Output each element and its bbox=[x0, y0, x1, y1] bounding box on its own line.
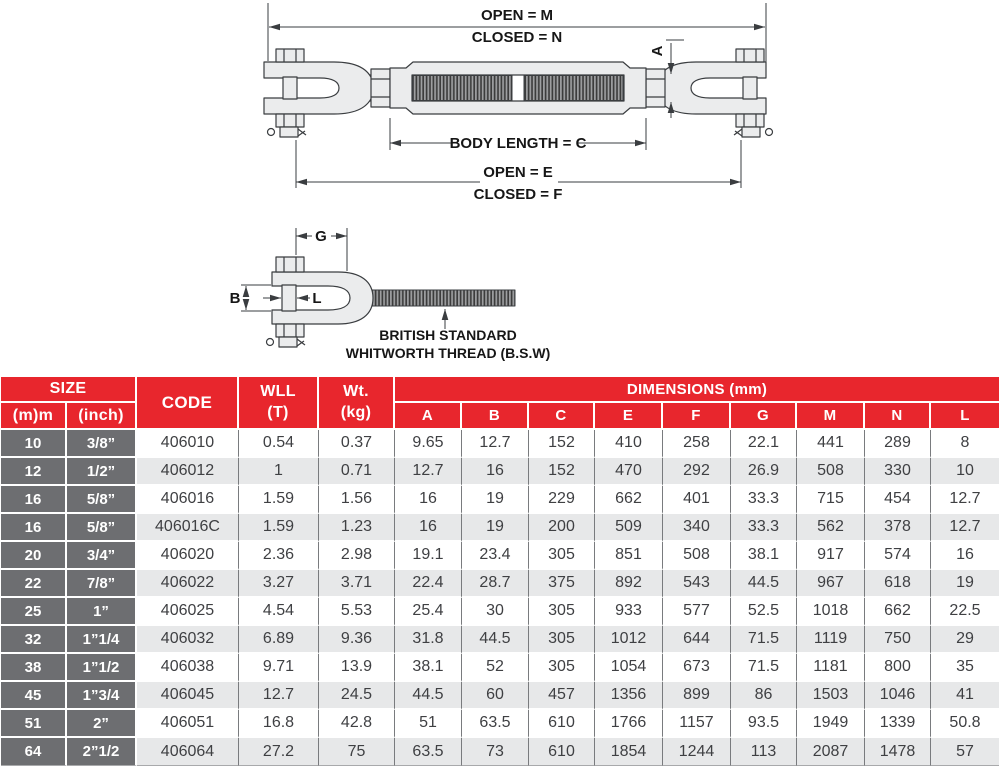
cell-dim: 8 bbox=[931, 430, 999, 458]
table-row bbox=[1, 738, 999, 766]
cell-wll: 1.59 bbox=[239, 486, 319, 514]
cell-wll: 16.8 bbox=[239, 710, 319, 738]
cell-size-mm: 20 bbox=[1, 542, 67, 570]
cell-dim: 1054 bbox=[595, 654, 663, 682]
cell-dim: 33.3 bbox=[731, 514, 797, 542]
cell-dim: 16 bbox=[395, 486, 462, 514]
cell-dim: 44.5 bbox=[462, 626, 529, 654]
cell-wll: 3.27 bbox=[239, 570, 319, 598]
cell-dim: 12.7 bbox=[931, 486, 999, 514]
cell-dim: 93.5 bbox=[731, 710, 797, 738]
cell-dim: 16 bbox=[931, 542, 999, 570]
dim-col-header: C bbox=[529, 403, 595, 430]
header-size: SIZE bbox=[1, 377, 137, 403]
right-pin-nut bbox=[736, 114, 764, 127]
cell-dim: 1854 bbox=[595, 738, 663, 766]
cell-dim: 19.1 bbox=[395, 542, 462, 570]
table-row bbox=[1, 710, 999, 738]
cell-dim: 644 bbox=[663, 626, 731, 654]
cell-dim: 86 bbox=[731, 682, 797, 710]
cell-code: 406020 bbox=[137, 542, 239, 570]
thread-note-line1: BRITISH STANDARD bbox=[379, 327, 517, 343]
cell-dim: 12.7 bbox=[395, 458, 462, 486]
cell-size-mm: 64 bbox=[1, 738, 67, 766]
cell-dim: 22.5 bbox=[931, 598, 999, 626]
cell-size-inch: 5/8” bbox=[67, 514, 137, 542]
right-lock-nut bbox=[646, 69, 665, 107]
cell-dim: 23.4 bbox=[462, 542, 529, 570]
left-pin-nut bbox=[276, 114, 304, 127]
cell-dim: 1119 bbox=[797, 626, 865, 654]
cell-wll: 6.89 bbox=[239, 626, 319, 654]
cell-dim: 229 bbox=[529, 486, 595, 514]
cell-wll: 2.36 bbox=[239, 542, 319, 570]
cell-dim: 562 bbox=[797, 514, 865, 542]
detail-pin-head bbox=[276, 257, 304, 272]
left-threaded-rod bbox=[413, 76, 512, 101]
label-open-m: OPEN = M bbox=[480, 7, 554, 24]
cell-dim: 401 bbox=[663, 486, 731, 514]
cell-dim: 305 bbox=[529, 542, 595, 570]
cell-wt: 2.98 bbox=[319, 542, 395, 570]
label-body-length-c: BODY LENGTH = C bbox=[449, 135, 587, 152]
detail-pin-shaft bbox=[282, 285, 296, 311]
table-row bbox=[1, 542, 999, 570]
cell-dim: 1181 bbox=[797, 654, 865, 682]
cell-dim: 38.1 bbox=[395, 654, 462, 682]
dim-col-header: F bbox=[663, 403, 731, 430]
cell-wll: 0.54 bbox=[239, 430, 319, 458]
cell-dim: 410 bbox=[595, 430, 663, 458]
cell-dim: 22.1 bbox=[731, 430, 797, 458]
cell-size-inch: 3/4” bbox=[67, 542, 137, 570]
cell-dim: 1478 bbox=[865, 738, 931, 766]
header-wt-line2: (kg) bbox=[340, 403, 372, 421]
cell-dim: 16 bbox=[395, 514, 462, 542]
cell-dim: 292 bbox=[663, 458, 731, 486]
cell-dim: 16 bbox=[462, 458, 529, 486]
cell-dim: 41 bbox=[931, 682, 999, 710]
cell-size-mm: 32 bbox=[1, 626, 67, 654]
cell-dim: 610 bbox=[529, 710, 595, 738]
cell-dim: 30 bbox=[462, 598, 529, 626]
cell-dim: 200 bbox=[529, 514, 595, 542]
thread-note-line2: WHITWORTH THREAD (B.S.W) bbox=[345, 345, 551, 361]
dim-col-header: G bbox=[731, 403, 797, 430]
cell-dim: 9.65 bbox=[395, 430, 462, 458]
header-wll-line1: WLL bbox=[260, 382, 296, 400]
spec-table bbox=[1, 377, 999, 766]
spec-table-body bbox=[1, 430, 999, 766]
table-row bbox=[1, 682, 999, 710]
cell-dim: 305 bbox=[529, 598, 595, 626]
cell-code: 406038 bbox=[137, 654, 239, 682]
cell-dim: 1012 bbox=[595, 626, 663, 654]
cell-size-inch: 3/8” bbox=[67, 430, 137, 458]
cell-wt: 1.56 bbox=[319, 486, 395, 514]
cell-wll: 1 bbox=[239, 458, 319, 486]
cell-dim: 57 bbox=[931, 738, 999, 766]
cell-size-mm: 38 bbox=[1, 654, 67, 682]
table-row bbox=[1, 626, 999, 654]
cell-code: 406045 bbox=[137, 682, 239, 710]
cell-dim: 1339 bbox=[865, 710, 931, 738]
cell-code: 406012 bbox=[137, 458, 239, 486]
table-row bbox=[1, 486, 999, 514]
cell-size-inch: 1” bbox=[67, 598, 137, 626]
cell-dim: 31.8 bbox=[395, 626, 462, 654]
header-wll bbox=[239, 377, 319, 430]
cell-dim: 508 bbox=[663, 542, 731, 570]
cell-size-inch: 7/8” bbox=[67, 570, 137, 598]
cell-dim: 509 bbox=[595, 514, 663, 542]
cell-dim: 63.5 bbox=[395, 738, 462, 766]
table-row bbox=[1, 654, 999, 682]
cell-dim: 378 bbox=[865, 514, 931, 542]
cell-size-inch: 2”1/2 bbox=[67, 738, 137, 766]
cell-wt: 0.37 bbox=[319, 430, 395, 458]
cell-dim: 715 bbox=[797, 486, 865, 514]
cell-code: 406051 bbox=[137, 710, 239, 738]
cell-wt: 5.53 bbox=[319, 598, 395, 626]
cell-dim: 29 bbox=[931, 626, 999, 654]
cell-wll: 4.54 bbox=[239, 598, 319, 626]
cell-dim: 577 bbox=[663, 598, 731, 626]
cell-size-mm: 10 bbox=[1, 430, 67, 458]
cell-dim: 33.3 bbox=[731, 486, 797, 514]
detail-cotter-pin bbox=[267, 337, 306, 347]
cell-dim: 508 bbox=[797, 458, 865, 486]
label-closed-n: CLOSED = N bbox=[471, 29, 563, 46]
cell-dim: 258 bbox=[663, 430, 731, 458]
dim-col-header: N bbox=[865, 403, 931, 430]
cell-dim: 51 bbox=[395, 710, 462, 738]
right-cotter-pin bbox=[734, 127, 773, 137]
cell-dim: 1157 bbox=[663, 710, 731, 738]
label-dim-g: G bbox=[315, 228, 327, 245]
cell-dim: 851 bbox=[595, 542, 663, 570]
cell-dim: 454 bbox=[865, 486, 931, 514]
cell-dim: 892 bbox=[595, 570, 663, 598]
cell-dim: 305 bbox=[529, 654, 595, 682]
cell-dim: 305 bbox=[529, 626, 595, 654]
cell-dim: 22.4 bbox=[395, 570, 462, 598]
dim-col-header: L bbox=[931, 403, 999, 430]
cell-dim: 38.1 bbox=[731, 542, 797, 570]
cell-size-mm: 16 bbox=[1, 486, 67, 514]
cell-dim: 26.9 bbox=[731, 458, 797, 486]
cell-dim: 574 bbox=[865, 542, 931, 570]
cell-dim: 50.8 bbox=[931, 710, 999, 738]
left-cotter-pin bbox=[268, 127, 307, 137]
spec-table-header bbox=[1, 377, 999, 430]
turnbuckle-diagram bbox=[264, 49, 773, 137]
cell-dim: 1766 bbox=[595, 710, 663, 738]
left-pin-head bbox=[276, 49, 304, 62]
cell-dim: 662 bbox=[595, 486, 663, 514]
cell-dim: 19 bbox=[462, 486, 529, 514]
cell-dim: 899 bbox=[663, 682, 731, 710]
dim-col-header: A bbox=[395, 403, 462, 430]
header-code: CODE bbox=[137, 377, 239, 430]
left-lock-nut bbox=[371, 69, 390, 107]
table-row bbox=[1, 458, 999, 486]
detail-threaded-rod bbox=[366, 290, 515, 306]
cell-dim: 2087 bbox=[797, 738, 865, 766]
cell-size-mm: 25 bbox=[1, 598, 67, 626]
cell-dim: 1503 bbox=[797, 682, 865, 710]
cell-dim: 12.7 bbox=[462, 430, 529, 458]
table-row bbox=[1, 514, 999, 542]
cell-dim: 152 bbox=[529, 430, 595, 458]
cell-wt: 24.5 bbox=[319, 682, 395, 710]
cell-dim: 44.5 bbox=[731, 570, 797, 598]
header-wt bbox=[319, 377, 395, 430]
cell-wll: 1.59 bbox=[239, 514, 319, 542]
cell-dim: 457 bbox=[529, 682, 595, 710]
technical-diagrams bbox=[0, 0, 1000, 374]
cell-wt: 13.9 bbox=[319, 654, 395, 682]
cell-dim: 618 bbox=[865, 570, 931, 598]
header-size-mm: (m)m bbox=[1, 403, 67, 430]
cell-dim: 1244 bbox=[663, 738, 731, 766]
header-size-inch: (inch) bbox=[67, 403, 137, 430]
label-dim-a: A bbox=[649, 45, 666, 57]
cell-dim: 52.5 bbox=[731, 598, 797, 626]
cell-size-inch: 1/2” bbox=[67, 458, 137, 486]
cell-dim: 750 bbox=[865, 626, 931, 654]
cell-code: 406016C bbox=[137, 514, 239, 542]
cell-code: 406064 bbox=[137, 738, 239, 766]
cell-wll: 27.2 bbox=[239, 738, 319, 766]
cell-dim: 71.5 bbox=[731, 626, 797, 654]
cell-dim: 933 bbox=[595, 598, 663, 626]
cell-dim: 967 bbox=[797, 570, 865, 598]
cell-dim: 52 bbox=[462, 654, 529, 682]
cell-dim: 152 bbox=[529, 458, 595, 486]
left-pin-shaft bbox=[283, 77, 297, 99]
dim-col-header: E bbox=[595, 403, 663, 430]
detail-pin-nut bbox=[276, 324, 304, 337]
cell-dim: 12.7 bbox=[931, 514, 999, 542]
cell-dim: 340 bbox=[663, 514, 731, 542]
header-wll-line2: (T) bbox=[267, 403, 289, 421]
cell-dim: 662 bbox=[865, 598, 931, 626]
cell-dim: 441 bbox=[797, 430, 865, 458]
cell-dim: 10 bbox=[931, 458, 999, 486]
header-dimensions: DIMENSIONS (mm) bbox=[395, 377, 999, 403]
cell-dim: 1949 bbox=[797, 710, 865, 738]
cell-size-mm: 22 bbox=[1, 570, 67, 598]
right-pin-shaft bbox=[743, 77, 757, 99]
cell-wt: 0.71 bbox=[319, 458, 395, 486]
cell-dim: 610 bbox=[529, 738, 595, 766]
cell-code: 406032 bbox=[137, 626, 239, 654]
cell-dim: 330 bbox=[865, 458, 931, 486]
cell-wt: 9.36 bbox=[319, 626, 395, 654]
cell-dim: 63.5 bbox=[462, 710, 529, 738]
cell-dim: 71.5 bbox=[731, 654, 797, 682]
cell-dim: 113 bbox=[731, 738, 797, 766]
cell-dim: 35 bbox=[931, 654, 999, 682]
cell-wt: 1.23 bbox=[319, 514, 395, 542]
right-pin-head bbox=[736, 49, 764, 62]
cell-dim: 60 bbox=[462, 682, 529, 710]
cell-dim: 375 bbox=[529, 570, 595, 598]
cell-dim: 470 bbox=[595, 458, 663, 486]
cell-dim: 19 bbox=[462, 514, 529, 542]
cell-dim: 1018 bbox=[797, 598, 865, 626]
cell-size-mm: 45 bbox=[1, 682, 67, 710]
left-jaw bbox=[264, 62, 373, 114]
cell-code: 406016 bbox=[137, 486, 239, 514]
label-closed-f: CLOSED = F bbox=[473, 186, 563, 203]
cell-dim: 28.7 bbox=[462, 570, 529, 598]
cell-wll: 12.7 bbox=[239, 682, 319, 710]
cell-dim: 25.4 bbox=[395, 598, 462, 626]
dim-col-header: B bbox=[462, 403, 529, 430]
cell-dim: 543 bbox=[663, 570, 731, 598]
cell-code: 406010 bbox=[137, 430, 239, 458]
cell-size-mm: 12 bbox=[1, 458, 67, 486]
cell-size-inch: 2” bbox=[67, 710, 137, 738]
cell-dim: 917 bbox=[797, 542, 865, 570]
cell-dim: 44.5 bbox=[395, 682, 462, 710]
cell-size-inch: 1”1/2 bbox=[67, 654, 137, 682]
table-row bbox=[1, 570, 999, 598]
header-wt-line1: Wt. bbox=[343, 382, 369, 400]
cell-code: 406022 bbox=[137, 570, 239, 598]
table-row bbox=[1, 430, 999, 458]
label-dim-l: L bbox=[312, 290, 322, 307]
cell-dim: 19 bbox=[931, 570, 999, 598]
cell-wt: 75 bbox=[319, 738, 395, 766]
cell-size-inch: 5/8” bbox=[67, 486, 137, 514]
cell-size-inch: 1”1/4 bbox=[67, 626, 137, 654]
cell-code: 406025 bbox=[137, 598, 239, 626]
cell-size-mm: 16 bbox=[1, 514, 67, 542]
cell-size-mm: 51 bbox=[1, 710, 67, 738]
cell-dim: 1046 bbox=[865, 682, 931, 710]
cell-wt: 3.71 bbox=[319, 570, 395, 598]
label-dim-b: B bbox=[229, 290, 241, 307]
dim-col-header: M bbox=[797, 403, 865, 430]
cell-dim: 73 bbox=[462, 738, 529, 766]
cell-size-inch: 1”3/4 bbox=[67, 682, 137, 710]
cell-dim: 673 bbox=[663, 654, 731, 682]
cell-dim: 800 bbox=[865, 654, 931, 682]
cell-dim: 289 bbox=[865, 430, 931, 458]
cell-wt: 42.8 bbox=[319, 710, 395, 738]
label-open-e: OPEN = E bbox=[483, 164, 553, 181]
cell-wll: 9.71 bbox=[239, 654, 319, 682]
table-row bbox=[1, 598, 999, 626]
cell-dim: 1356 bbox=[595, 682, 663, 710]
right-threaded-rod bbox=[524, 76, 623, 101]
turnbuckle-drawing bbox=[0, 0, 1000, 374]
